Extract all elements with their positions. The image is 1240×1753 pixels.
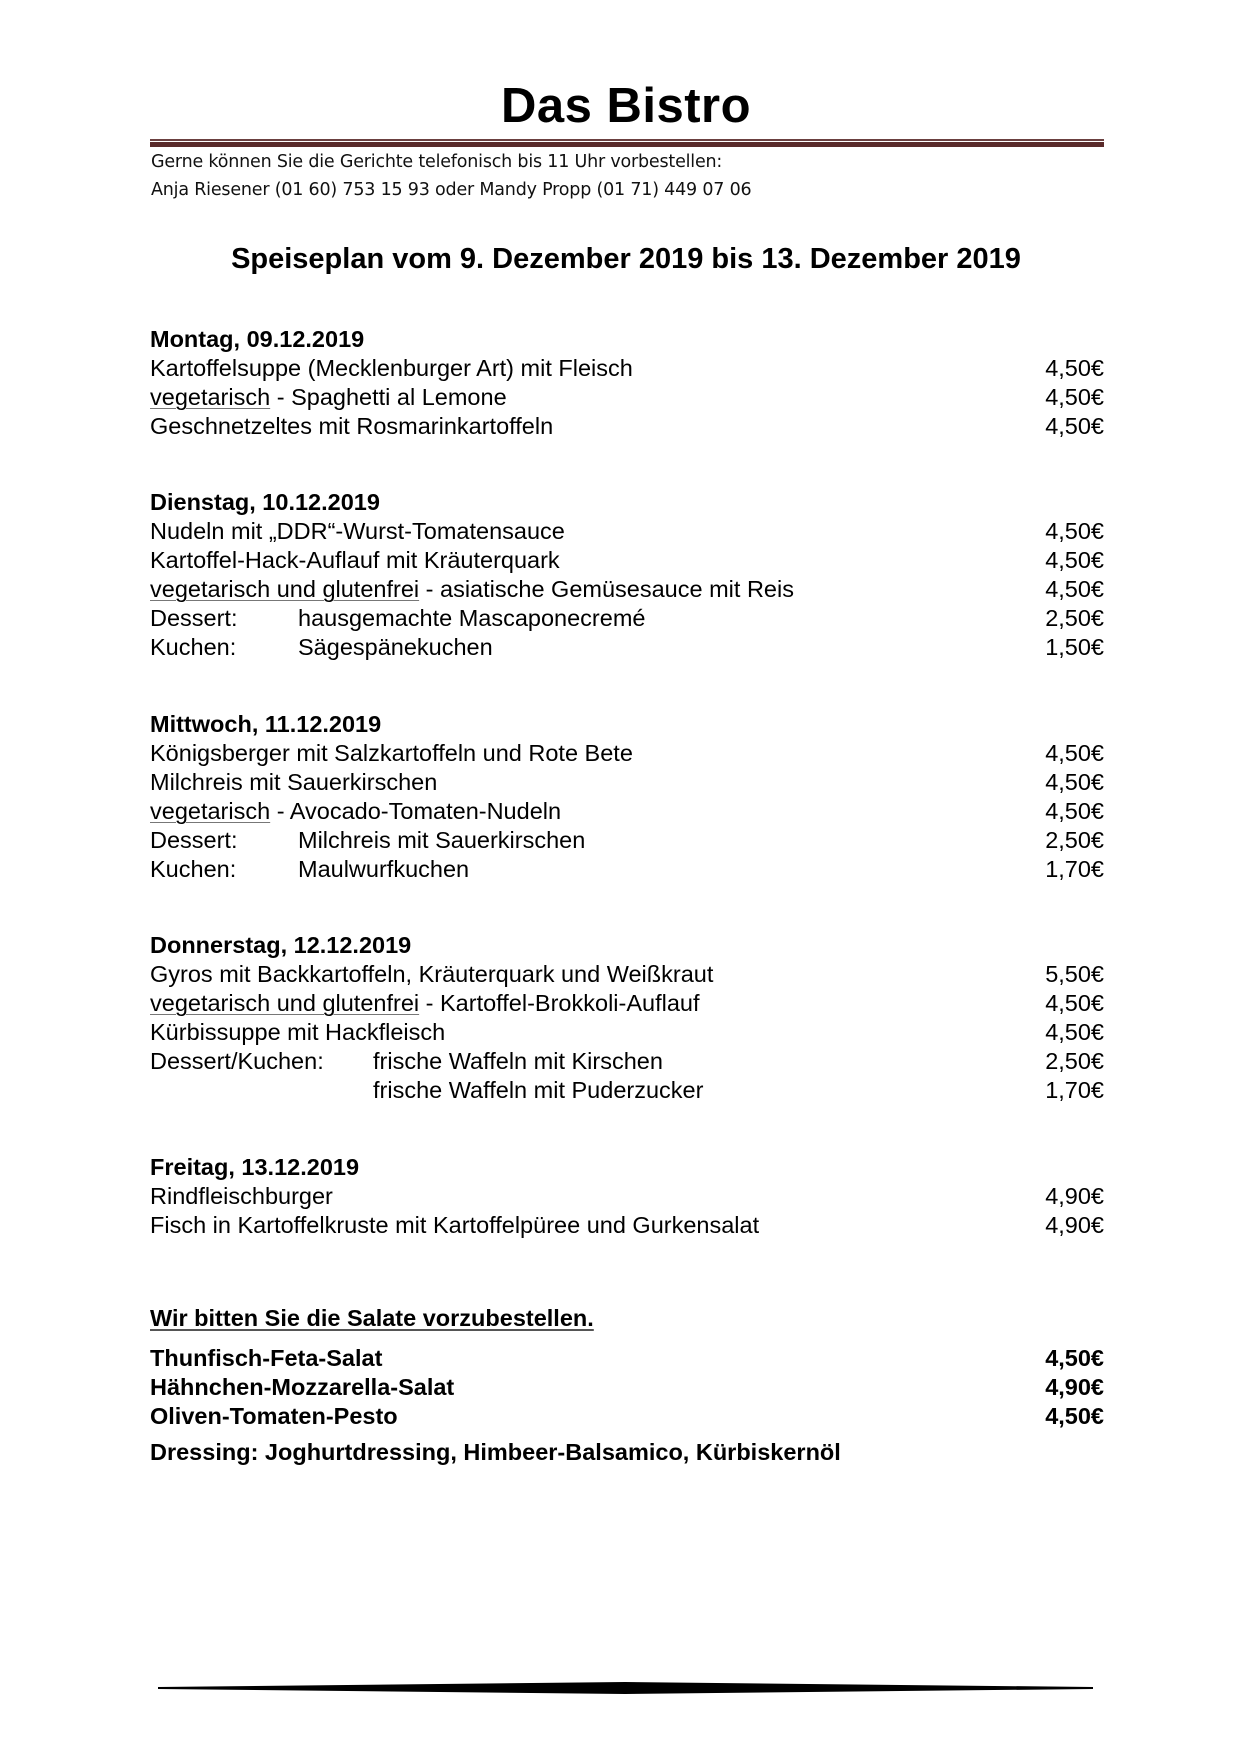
salad-item xyxy=(150,1402,1104,1431)
day-section-friday xyxy=(150,1153,1104,1240)
day-heading: Montag, 09.12.2019 xyxy=(150,326,365,352)
dish-price: 2,50€ xyxy=(1045,605,1104,631)
menu-heading: Speiseplan vom 9. Dezember 2019 bis 13. Dezember 2019 xyxy=(231,243,1021,275)
dish-price: 2,50€ xyxy=(1045,1048,1104,1074)
category-label: Dessert: xyxy=(150,605,238,631)
dish-price: 5,50€ xyxy=(1045,961,1104,987)
dish-name: - Avocado-Tomaten-Nudeln xyxy=(270,798,562,824)
category-label: Kuchen: xyxy=(150,856,237,882)
diet-tag: vegetarisch xyxy=(150,798,271,824)
dish-price: 4,50€ xyxy=(1045,384,1104,410)
salad-preorder-note: Wir bitten Sie die Salate vorzubestellen. xyxy=(150,1305,594,1331)
dish-name: Kürbissuppe mit Hackfleisch xyxy=(150,1019,446,1045)
menu-item xyxy=(150,1047,1104,1076)
footer-divider xyxy=(158,1679,1093,1697)
dish-price: 4,50€ xyxy=(1045,740,1104,766)
dish-price: 4,50€ xyxy=(1045,1019,1104,1045)
day-section-thursday xyxy=(150,931,1104,1105)
dish-price: 1,50€ xyxy=(1045,634,1104,660)
dish-name: Geschnetzeltes mit Rosmarinkartoffeln xyxy=(150,413,554,439)
salad-item xyxy=(150,1373,1104,1402)
dish-name: Königsberger mit Salzkartoffeln und Rote Bete xyxy=(150,740,633,766)
dish-price: 4,50€ xyxy=(1045,769,1104,795)
menu-item xyxy=(150,604,1104,633)
category-label: Kuchen: xyxy=(150,634,237,660)
dish-name: Nudeln mit „DDR“-Wurst-Tomatensauce xyxy=(150,518,565,544)
day-heading: Donnerstag, 12.12.2019 xyxy=(150,932,412,958)
menu-item xyxy=(150,768,1104,797)
diet-tag: vegetarisch xyxy=(150,384,271,410)
dish-name: Milchreis mit Sauerkirschen xyxy=(298,827,586,853)
salad-section xyxy=(150,1304,1104,1467)
menu-item xyxy=(150,739,1104,768)
dish-name: frische Waffeln mit Kirschen xyxy=(373,1048,663,1074)
menu-item xyxy=(150,960,1104,989)
diet-tag: vegetarisch und glutenfrei xyxy=(150,990,420,1016)
header-rule-thin xyxy=(150,139,1104,141)
dish-name: Kartoffel-Hack-Auflauf mit Kräuterquark xyxy=(150,547,560,573)
dish-price: 4,50€ xyxy=(1045,990,1104,1016)
menu-item xyxy=(150,354,1104,383)
dish-price: 4,50€ xyxy=(1045,798,1104,824)
dish-price: 4,90€ xyxy=(1045,1183,1104,1209)
salad-price: 4,50€ xyxy=(1045,1345,1104,1371)
menu-item xyxy=(150,383,1104,412)
page-title: Das Bistro xyxy=(500,79,752,133)
salad-name: Thunfisch-Feta-Salat xyxy=(150,1345,383,1371)
category-label: Dessert: xyxy=(150,827,238,853)
menu-item xyxy=(150,1182,1104,1211)
menu-item xyxy=(150,575,1104,604)
dish-price: 1,70€ xyxy=(1045,856,1104,882)
salad-price: 4,50€ xyxy=(1045,1403,1104,1429)
dish-name: Sägespänekuchen xyxy=(298,634,493,660)
dish-name: Kartoffelsuppe (Mecklenburger Art) mit Fleisch xyxy=(150,355,633,381)
salad-price: 4,90€ xyxy=(1045,1374,1104,1400)
menu-item xyxy=(150,633,1104,662)
dish-price: 2,50€ xyxy=(1045,827,1104,853)
dish-price: 4,50€ xyxy=(1045,547,1104,573)
contact-phones: Anja Riesener (01 60) 753 15 93 oder Mandy Propp (01 71) 449 07 06 xyxy=(151,180,752,200)
menu-item xyxy=(150,1076,1104,1105)
dish-price: 4,50€ xyxy=(1045,576,1104,602)
day-heading: Mittwoch, 11.12.2019 xyxy=(150,711,382,737)
dish-price: 1,70€ xyxy=(1045,1077,1104,1103)
menu-item xyxy=(150,412,1104,441)
salad-name: Hähnchen-Mozzarella-Salat xyxy=(150,1374,455,1400)
dish-name: Rindfleischburger xyxy=(150,1183,333,1209)
dish-price: 4,50€ xyxy=(1045,355,1104,381)
menu-item xyxy=(150,797,1104,826)
dish-name: Fisch in Kartoffelkruste mit Kartoffelpüree und Gurkensalat xyxy=(150,1212,760,1238)
dish-name: Gyros mit Backkartoffeln, Kräuterquark und Weißkraut xyxy=(150,961,714,987)
dish-name: hausgemachte Mascaponecremé xyxy=(298,605,646,631)
day-heading: Freitag, 13.12.2019 xyxy=(150,1154,360,1180)
menu-item xyxy=(150,1211,1104,1240)
dish-name: Milchreis mit Sauerkirschen xyxy=(150,769,438,795)
header-rule-thick xyxy=(150,142,1104,147)
day-heading: Dienstag, 10.12.2019 xyxy=(150,489,380,515)
dish-name: Maulwurfkuchen xyxy=(298,856,470,882)
menu-item xyxy=(150,546,1104,575)
dressing-options: Dressing: Joghurtdressing, Himbeer-Balsamico, Kürbiskernöl xyxy=(150,1439,841,1465)
day-section-monday xyxy=(150,325,1104,441)
menu-item xyxy=(150,989,1104,1018)
dish-name: - Kartoffel-Brokkoli-Auflauf xyxy=(419,990,700,1016)
dish-price: 4,50€ xyxy=(1045,518,1104,544)
dish-name: - asiatische Gemüsesauce mit Reis xyxy=(419,576,794,602)
diet-tag: vegetarisch und glutenfrei xyxy=(150,576,420,602)
dish-price: 4,50€ xyxy=(1045,413,1104,439)
menu-item xyxy=(150,826,1104,855)
salad-item xyxy=(150,1344,1104,1373)
day-section-tuesday xyxy=(150,488,1104,662)
dish-name: - Spaghetti al Lemone xyxy=(270,384,507,410)
dish-name: frische Waffeln mit Puderzucker xyxy=(373,1077,704,1103)
salad-name: Oliven-Tomaten-Pesto xyxy=(150,1403,398,1429)
dish-price: 4,90€ xyxy=(1045,1212,1104,1238)
order-info-text: Gerne können Sie die Gerichte telefonisch bis 11 Uhr vorbestellen: xyxy=(151,152,723,172)
day-section-wednesday xyxy=(150,710,1104,884)
category-label: Dessert/Kuchen: xyxy=(150,1048,324,1074)
menu-item xyxy=(150,855,1104,884)
menu-item xyxy=(150,517,1104,546)
menu-item xyxy=(150,1018,1104,1047)
